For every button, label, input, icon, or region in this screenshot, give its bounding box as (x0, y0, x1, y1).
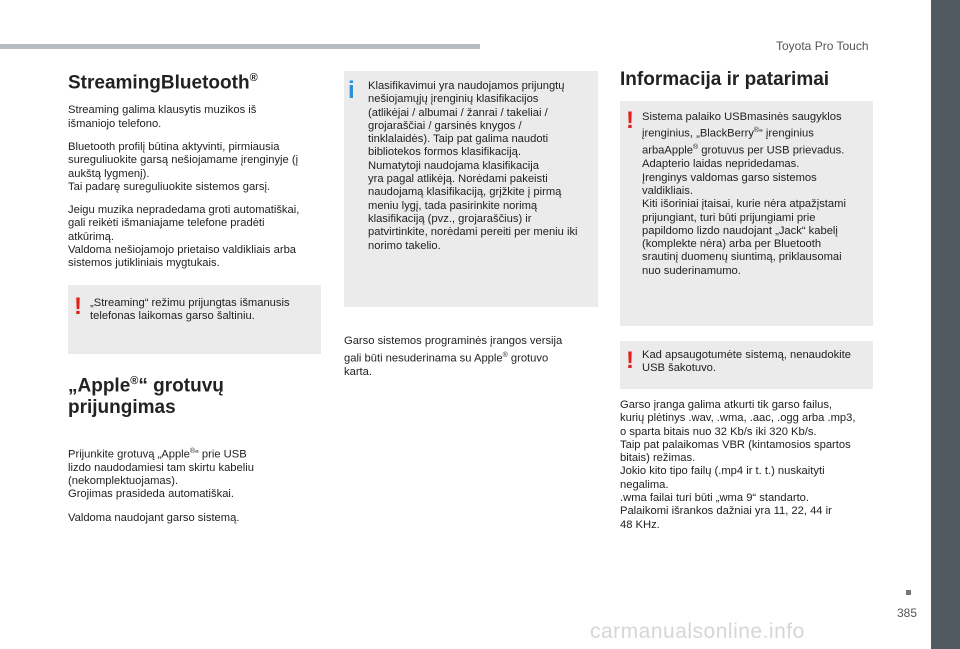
file-format-section (620, 399, 882, 542)
streaming-title: StreamingBluetooth® (68, 72, 258, 94)
info-tips-title: Informacija ir patarimai (620, 69, 830, 90)
watermark: carmanualsonline.info (590, 620, 805, 643)
header-title: Toyota Pro Touch (776, 39, 869, 53)
usb-warning-text: Sistema palaiko USBmasinės saugyklos įrenginius, „BlackBerry®“ įrenginius arbaApple® grotuvus per USB prievadus. Adapterio laidas nepridedamas. Įrenginys valdomas garso sistemos valdikliais. Kiti išoriniai įtaisai, kurie nėra atpažįstami prijungiant, turi būti prijungiami prie papildomo lizdo naudojant „Jack“ kabelį (komplekte nėra) arba per Bluetooth srautinį duomenų siuntimą, priklausomai nuo suderinamumo. (642, 111, 846, 277)
apple-compatibility-text: Garso sistemos programinės įrangos versija gali būti nesuderinama su Apple® grotuvo karta. (344, 335, 563, 378)
apple-connect-text: Prijunkite grotuvą „Apple®“ prie USB lizdo naudodamiesi tam skirtu kabeliu (nekomplektuojamas). Grojimas prasideda automatiškai. (68, 447, 254, 501)
side-tab (931, 0, 960, 649)
file-format-text: Garso įranga galima atkurti tik garso failus, kurių plėtinys .wav, .wma, .aac, .ogg arba .mp3, o sparta bitais nuo 32 Kb/s iki 320 Kb/s. Taip pat palaikomas VBR (kintamosios spartos bitais) režimas. Jokio kito tipo failų (.mp4 ir t. t.) nuskaityti negalima. .wma failai turi būti „wma 9“ standarto. Palaikomi išrankos dažniai yra 11, 22, 44 ir 48 KHz. (620, 399, 856, 531)
streaming-warning-text: „Streaming“ režimu prijungtas išmanusis telefonas laikomas garso šaltiniu. (90, 297, 290, 323)
streaming-warning-box (68, 285, 321, 354)
left-column (68, 67, 330, 281)
streaming-intro: Streaming galima klausytis muzikos iš išmaniojo telefono. (68, 104, 257, 130)
apple-title: „Apple®“ grotuvų prijungimas (68, 375, 224, 419)
middle-note (344, 322, 600, 389)
header-rule (0, 44, 480, 49)
info-icon: i (348, 77, 355, 104)
usb-warning-box (620, 101, 873, 326)
info-box (344, 71, 598, 307)
classification-info-text: Klasifikavimui yra naudojamos prijungtų nešiojamųjų įrenginių klasifikacijos (atlikėjai / albumai / žanrai / takeliai / grojaraščiai / garsinės knygos / tinklalaidės). Taip pat galima naudoti bibliotekos formos klasifikaciją. Numatytoji naudojama klasifikacija yra pagal atlikėją. Norėdami pakeisti naudojamą klasifikaciją, grįžkite į pirmą meniu lygį, tada pasirinkite norimą klasifikaciją (pvz., grojaraščius) ir patvirtinkite, norėdami pereiti per meniu iki norimo takelio. (368, 80, 578, 252)
apple-section (68, 370, 330, 535)
right-column (620, 69, 880, 91)
warning-icon: ! (626, 107, 634, 134)
page-marker (906, 590, 911, 595)
hub-warning-box (620, 341, 873, 389)
warning-icon: ! (74, 293, 82, 320)
apple-control-text: Valdoma naudojant garso sistemą. (68, 511, 240, 524)
page-number: 385 (897, 606, 918, 620)
warning-icon: ! (626, 347, 634, 374)
bluetooth-profile-text: Bluetooth profilį būtina aktyvinti, pirmiausia sureguliuokite garsą nešiojamame įrenginyje (į aukštą lygmenį). Tai padarę sureguliuokite sistemos garsį. (68, 140, 299, 193)
hub-warning-text: Kad apsaugotumėte sistemą, nenaudokite USB šakotuvo. (642, 349, 851, 375)
autoplay-text: Jeigu muzika nepradedama groti automatiškai, gali reikėti išmaniajame telefone pradėti atkūrimą. Valdoma nešiojamojo prietaiso valdikliais arba sistemos jutikliniais mygtukais. (68, 204, 300, 270)
